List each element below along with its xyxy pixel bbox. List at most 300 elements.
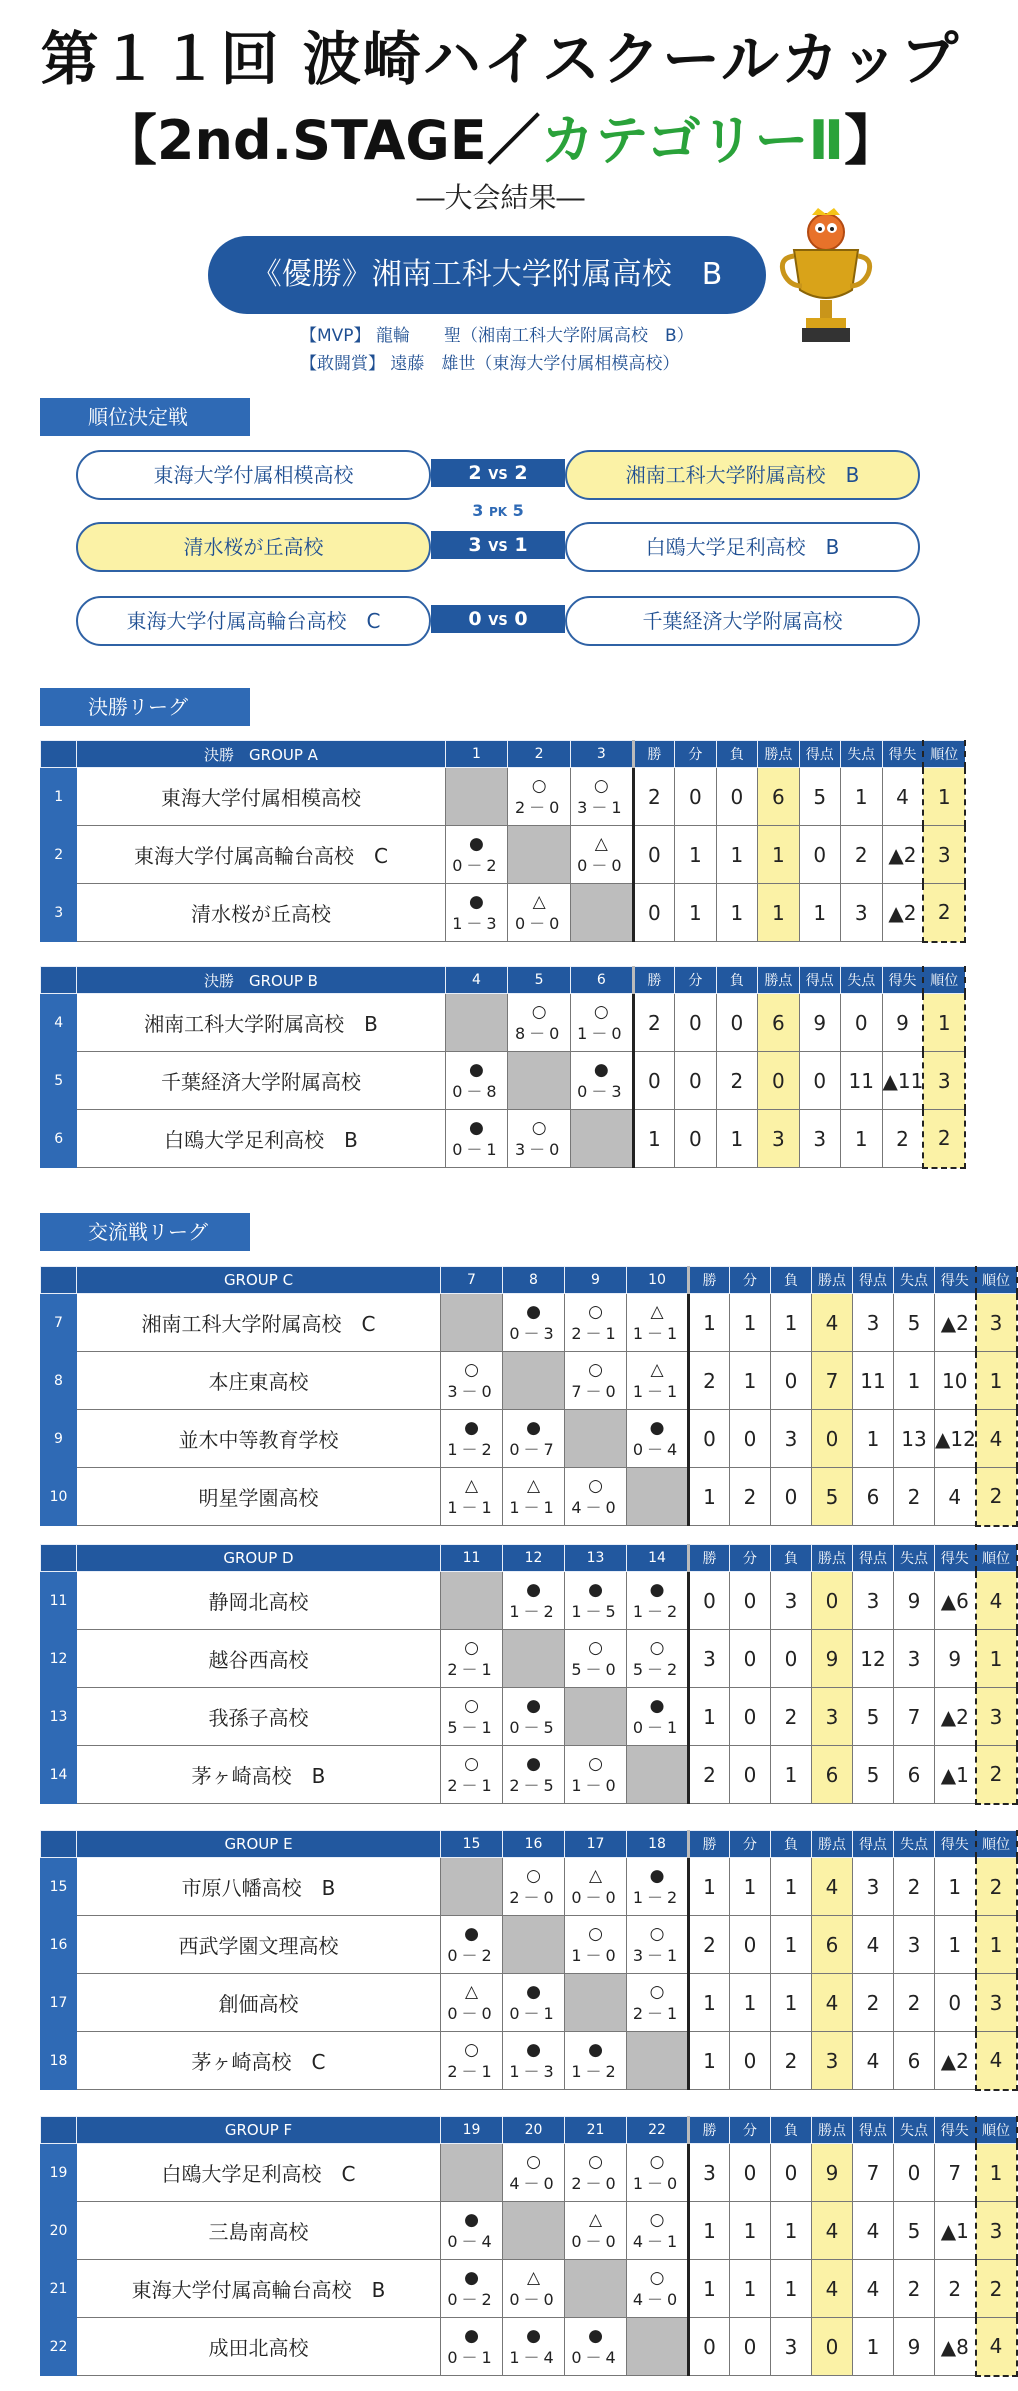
opponent-header: 2 bbox=[508, 741, 571, 768]
match-result-cell bbox=[565, 1858, 627, 1916]
stat-header-l: 負 bbox=[771, 1545, 812, 1572]
result-score: 0－0 bbox=[571, 1887, 620, 1907]
match-result-cell bbox=[508, 884, 571, 942]
match-result-cell bbox=[445, 1110, 508, 1168]
stat-rank: 4 bbox=[976, 1410, 1017, 1468]
result-mark: △ bbox=[588, 1865, 603, 1886]
result-score: 4－0 bbox=[509, 2173, 558, 2193]
result-mark: △ bbox=[532, 891, 546, 912]
opponent-header: 22 bbox=[627, 2117, 689, 2144]
result-mark: ○ bbox=[588, 1923, 603, 1944]
self-match-cell bbox=[441, 1572, 503, 1630]
team-number: 20 bbox=[41, 2202, 77, 2260]
stat-pts: 6 bbox=[758, 994, 799, 1052]
stat-gf: 3 bbox=[853, 1858, 894, 1916]
self-match-cell bbox=[570, 1110, 633, 1168]
match-right-team: 千葉経済大学附属高校 bbox=[565, 596, 920, 646]
self-match-cell bbox=[441, 1294, 503, 1352]
stat-gf: 0 bbox=[799, 826, 840, 884]
team-name: 茅ヶ崎高校 B bbox=[77, 1746, 441, 1804]
opponent-header: 21 bbox=[565, 2117, 627, 2144]
group-no-header bbox=[41, 2117, 77, 2144]
group-name: GROUP F bbox=[77, 2117, 441, 2144]
team-number: 10 bbox=[41, 1468, 77, 1526]
team-number: 5 bbox=[41, 1052, 77, 1110]
stat-ga: 2 bbox=[894, 1468, 935, 1526]
tournament-title: 第１１回 波崎ハイスクールカップ bbox=[40, 25, 961, 93]
result-score: 1－2 bbox=[447, 1439, 496, 1459]
match-result-cell bbox=[627, 2144, 689, 2202]
team-name: 西武学園文理高校 bbox=[77, 1916, 441, 1974]
score-right: 1 bbox=[514, 534, 528, 556]
stat-gf: 4 bbox=[853, 2202, 894, 2260]
league-table bbox=[40, 1544, 1018, 1805]
table-row bbox=[41, 994, 966, 1052]
stat-gd: ▲11 bbox=[882, 1052, 923, 1110]
stat-pts: 0 bbox=[758, 1052, 799, 1110]
table-row bbox=[41, 2032, 1017, 2090]
stat-header-d: 分 bbox=[730, 2117, 771, 2144]
stat-header-pts: 勝点 bbox=[758, 967, 799, 994]
stat-header-w: 勝 bbox=[689, 1831, 730, 1858]
match-result-cell bbox=[441, 1630, 503, 1688]
stat-w: 3 bbox=[689, 2144, 730, 2202]
match-result-cell bbox=[627, 1410, 689, 1468]
placement-match bbox=[76, 522, 920, 572]
result-mark: △ bbox=[526, 2267, 541, 2288]
stat-gd: 4 bbox=[882, 768, 923, 826]
match-result-cell bbox=[565, 1572, 627, 1630]
result-score: 1－1 bbox=[447, 1497, 496, 1517]
stat-d: 1 bbox=[675, 826, 716, 884]
match-result-cell bbox=[508, 994, 571, 1052]
result-score: 3－0 bbox=[447, 1381, 496, 1401]
stat-header-ga: 失点 bbox=[894, 2117, 935, 2144]
match-result-cell bbox=[503, 1974, 565, 2032]
result-label: ―大会結果― bbox=[416, 181, 585, 214]
stat-l: 0 bbox=[771, 1630, 812, 1688]
team-number: 14 bbox=[41, 1746, 77, 1804]
table-row bbox=[41, 1688, 1017, 1746]
result-score: 0－1 bbox=[447, 2347, 496, 2367]
result-mark: ● bbox=[649, 1579, 665, 1600]
team-name: 清水桜が丘高校 bbox=[77, 884, 445, 942]
match-result-cell bbox=[441, 2260, 503, 2318]
result-mark: ○ bbox=[649, 2209, 665, 2230]
stat-w: 1 bbox=[689, 1688, 730, 1746]
final-league-section-label: 決勝リーグ bbox=[40, 688, 250, 726]
match-result-cell bbox=[503, 1858, 565, 1916]
stat-w: 1 bbox=[689, 2032, 730, 2090]
result-mark: ● bbox=[464, 2325, 479, 2346]
group-name: 決勝 GROUP B bbox=[77, 967, 445, 994]
result-mark: ○ bbox=[593, 775, 609, 796]
self-match-cell bbox=[441, 1858, 503, 1916]
result-score: 4－0 bbox=[571, 1497, 620, 1517]
stat-header-rank: 順位 bbox=[923, 967, 965, 994]
group-no-header bbox=[41, 1545, 77, 1572]
result-score: 0－3 bbox=[509, 1323, 558, 1343]
result-score: 0－0 bbox=[577, 855, 626, 875]
table-row bbox=[41, 2202, 1017, 2260]
stat-header-pts: 勝点 bbox=[812, 2117, 853, 2144]
stat-rank: 2 bbox=[923, 884, 965, 942]
self-match-cell bbox=[445, 768, 508, 826]
result-mark: ○ bbox=[588, 2151, 603, 2172]
stat-l: 0 bbox=[771, 1468, 812, 1526]
stat-header-ga: 失点 bbox=[894, 1831, 935, 1858]
stat-ga: 6 bbox=[894, 1746, 935, 1804]
stat-w: 1 bbox=[689, 2260, 730, 2318]
stat-gd: ▲1 bbox=[935, 2202, 976, 2260]
opponent-header: 11 bbox=[441, 1545, 503, 1572]
match-result-cell bbox=[441, 2202, 503, 2260]
stat-header-l: 負 bbox=[771, 2117, 812, 2144]
stat-pts: 6 bbox=[812, 1746, 853, 1804]
stat-gd: ▲1 bbox=[935, 1746, 976, 1804]
match-result-cell bbox=[565, 2318, 627, 2376]
match-result-cell bbox=[627, 1572, 689, 1630]
league-table bbox=[40, 2116, 1018, 2377]
score-right: 0 bbox=[514, 608, 528, 630]
stat-header-rank: 順位 bbox=[976, 1545, 1017, 1572]
subtitle-stage: 【2nd.STAGE／ bbox=[102, 109, 541, 172]
stat-d: 0 bbox=[730, 1630, 771, 1688]
stat-pts: 3 bbox=[812, 2032, 853, 2090]
group-name: GROUP C bbox=[77, 1267, 441, 1294]
stat-gf: 11 bbox=[853, 1352, 894, 1410]
match-result-cell bbox=[503, 1294, 565, 1352]
opponent-header: 4 bbox=[445, 967, 508, 994]
stat-w: 2 bbox=[633, 994, 674, 1052]
stat-header-gf: 得点 bbox=[799, 967, 840, 994]
stat-w: 1 bbox=[689, 1294, 730, 1352]
match-result-cell bbox=[441, 1688, 503, 1746]
stat-header-d: 分 bbox=[730, 1545, 771, 1572]
stat-header-d: 分 bbox=[730, 1267, 771, 1294]
result-score: 1－4 bbox=[509, 2347, 558, 2367]
stat-header-l: 負 bbox=[716, 967, 757, 994]
placement-section-label: 順位決定戦 bbox=[40, 398, 250, 436]
opponent-header: 20 bbox=[503, 2117, 565, 2144]
match-result-cell bbox=[445, 884, 508, 942]
match-result-cell bbox=[565, 1468, 627, 1526]
stat-l: 0 bbox=[716, 768, 757, 826]
stat-gd: ▲2 bbox=[935, 1688, 976, 1746]
stat-header-gd: 得失 bbox=[882, 741, 923, 768]
stat-header-pts: 勝点 bbox=[812, 1831, 853, 1858]
match-result-cell bbox=[627, 1858, 689, 1916]
stat-ga: 5 bbox=[894, 1294, 935, 1352]
match-score bbox=[431, 459, 565, 487]
team-name: 東海大学付属相模高校 bbox=[77, 768, 445, 826]
vs-label: VS bbox=[488, 614, 508, 629]
league-table bbox=[40, 740, 966, 943]
stat-rank: 2 bbox=[923, 1110, 965, 1168]
stat-gd: 1 bbox=[935, 1858, 976, 1916]
stat-header-l: 負 bbox=[716, 741, 757, 768]
stat-gf: 5 bbox=[799, 768, 840, 826]
stat-pts: 5 bbox=[812, 1468, 853, 1526]
result-mark: ○ bbox=[531, 1117, 547, 1138]
match-score bbox=[431, 605, 565, 633]
match-result-cell bbox=[565, 1630, 627, 1688]
team-name: 三島南高校 bbox=[77, 2202, 441, 2260]
score-left: 2 bbox=[468, 462, 482, 484]
result-score: 0－1 bbox=[509, 2003, 558, 2023]
result-mark: ○ bbox=[531, 1001, 547, 1022]
match-result-cell bbox=[441, 1746, 503, 1804]
fighting-spirit-award: 【敢闘賞】 遠藤 雄世（東海大学付属相模高校） bbox=[300, 354, 680, 374]
stat-gf: 3 bbox=[853, 1294, 894, 1352]
match-result-cell bbox=[441, 1916, 503, 1974]
stat-gd: 10 bbox=[935, 1352, 976, 1410]
stat-l: 1 bbox=[771, 1746, 812, 1804]
match-result-cell bbox=[503, 1572, 565, 1630]
stat-header-gf: 得点 bbox=[799, 741, 840, 768]
score-left: 3 bbox=[468, 534, 482, 556]
table-row bbox=[41, 1110, 966, 1168]
stat-header-pts: 勝点 bbox=[812, 1267, 853, 1294]
match-result-cell bbox=[503, 2260, 565, 2318]
result-score: 0－4 bbox=[632, 1439, 682, 1459]
opponent-header: 15 bbox=[441, 1831, 503, 1858]
result-score: 0－1 bbox=[632, 1717, 682, 1737]
stat-gd: ▲6 bbox=[935, 1572, 976, 1630]
result-mark: △ bbox=[650, 1359, 664, 1380]
stat-d: 2 bbox=[730, 1468, 771, 1526]
match-result-cell bbox=[627, 1916, 689, 1974]
stat-rank: 3 bbox=[923, 826, 965, 884]
opponent-header: 18 bbox=[627, 1831, 689, 1858]
result-score: 2－1 bbox=[632, 2003, 682, 2023]
self-match-cell bbox=[503, 1916, 565, 1974]
stat-gd: 2 bbox=[882, 1110, 923, 1168]
stat-gd: ▲2 bbox=[935, 1294, 976, 1352]
stat-d: 0 bbox=[730, 2032, 771, 2090]
stat-header-gf: 得点 bbox=[853, 1545, 894, 1572]
result-mark: ● bbox=[526, 2325, 541, 2346]
table-row bbox=[41, 2318, 1017, 2376]
table-row bbox=[41, 2144, 1017, 2202]
stat-l: 0 bbox=[771, 2144, 812, 2202]
result-score: 2－1 bbox=[447, 2061, 496, 2081]
stat-l: 1 bbox=[771, 1294, 812, 1352]
stat-rank: 1 bbox=[923, 994, 965, 1052]
match-result-cell bbox=[508, 1110, 571, 1168]
stat-ga: 3 bbox=[894, 1916, 935, 1974]
stat-ga: 2 bbox=[894, 2260, 935, 2318]
match-result-cell bbox=[627, 1294, 689, 1352]
result-mark: ● bbox=[464, 1417, 479, 1438]
result-score: 0－2 bbox=[447, 1945, 496, 1965]
team-name: 本庄東高校 bbox=[77, 1352, 441, 1410]
stat-rank: 4 bbox=[976, 2032, 1017, 2090]
self-match-cell bbox=[508, 826, 571, 884]
stat-gf: 5 bbox=[853, 1746, 894, 1804]
opponent-header: 1 bbox=[445, 741, 508, 768]
team-number: 6 bbox=[41, 1110, 77, 1168]
stat-gd: ▲2 bbox=[935, 2032, 976, 2090]
stat-rank: 3 bbox=[923, 1052, 965, 1110]
stat-d: 1 bbox=[730, 1974, 771, 2032]
result-mark: ○ bbox=[649, 2267, 665, 2288]
team-name: 明星学園高校 bbox=[77, 1468, 441, 1526]
result-mark: ○ bbox=[588, 1637, 603, 1658]
stat-l: 0 bbox=[771, 1352, 812, 1410]
stat-gf: 12 bbox=[853, 1630, 894, 1688]
result-mark: ○ bbox=[464, 2039, 479, 2060]
stat-d: 0 bbox=[730, 1572, 771, 1630]
table-row bbox=[41, 826, 966, 884]
stat-ga: 3 bbox=[894, 1630, 935, 1688]
table-row bbox=[41, 1916, 1017, 1974]
result-score: 5－0 bbox=[571, 1659, 620, 1679]
stat-header-d: 分 bbox=[675, 741, 716, 768]
stat-header-ga: 失点 bbox=[841, 741, 882, 768]
stat-w: 1 bbox=[689, 1468, 730, 1526]
match-result-cell bbox=[570, 826, 633, 884]
group-name: GROUP D bbox=[77, 1545, 441, 1572]
stat-w: 0 bbox=[689, 2318, 730, 2376]
stat-pts: 6 bbox=[758, 768, 799, 826]
stat-gf: 2 bbox=[853, 1974, 894, 2032]
stat-gd: 7 bbox=[935, 2144, 976, 2202]
self-match-cell bbox=[627, 1746, 689, 1804]
opponent-header: 12 bbox=[503, 1545, 565, 1572]
result-mark: ○ bbox=[464, 1637, 479, 1658]
result-mark: △ bbox=[464, 1981, 479, 2002]
result-score: 8－0 bbox=[514, 1023, 564, 1043]
stat-header-gf: 得点 bbox=[853, 2117, 894, 2144]
result-mark: △ bbox=[464, 1475, 479, 1496]
stat-w: 2 bbox=[633, 768, 674, 826]
result-score: 1－0 bbox=[577, 1023, 626, 1043]
stat-rank: 4 bbox=[976, 1572, 1017, 1630]
stat-d: 0 bbox=[730, 2144, 771, 2202]
result-score: 1－2 bbox=[509, 1601, 558, 1621]
stat-l: 1 bbox=[716, 884, 757, 942]
stat-l: 0 bbox=[716, 994, 757, 1052]
team-number: 1 bbox=[41, 768, 77, 826]
stat-header-l: 負 bbox=[771, 1267, 812, 1294]
result-score: 2－0 bbox=[509, 1887, 558, 1907]
self-match-cell bbox=[503, 1630, 565, 1688]
team-name: 我孫子高校 bbox=[77, 1688, 441, 1746]
table-row bbox=[41, 768, 966, 826]
match-result-cell bbox=[565, 1352, 627, 1410]
result-score: 2－0 bbox=[514, 797, 564, 817]
stat-pts: 3 bbox=[758, 1110, 799, 1168]
vs-label: VS bbox=[488, 468, 508, 483]
self-match-cell bbox=[565, 1688, 627, 1746]
result-mark: ● bbox=[649, 1865, 665, 1886]
stat-header-rank: 順位 bbox=[923, 741, 965, 768]
match-right-team: 湘南工科大学附属高校 B bbox=[565, 450, 920, 500]
vs-label: VS bbox=[488, 540, 508, 555]
team-number: 3 bbox=[41, 884, 77, 942]
stat-ga: 1 bbox=[841, 768, 882, 826]
table-row bbox=[41, 1052, 966, 1110]
stat-gf: 3 bbox=[799, 1110, 840, 1168]
stat-ga: 2 bbox=[894, 1974, 935, 2032]
result-mark: ● bbox=[526, 1579, 541, 1600]
stat-l: 1 bbox=[771, 2202, 812, 2260]
self-match-cell bbox=[445, 994, 508, 1052]
result-mark: △ bbox=[588, 2209, 603, 2230]
stat-pts: 4 bbox=[812, 1974, 853, 2032]
match-left-team: 東海大学付属相模高校 bbox=[76, 450, 431, 500]
team-number: 15 bbox=[41, 1858, 77, 1916]
stat-ga: 9 bbox=[894, 2318, 935, 2376]
stat-header-pts: 勝点 bbox=[758, 741, 799, 768]
result-mark: ● bbox=[588, 1579, 603, 1600]
result-mark: ○ bbox=[531, 775, 547, 796]
stat-rank: 3 bbox=[976, 1974, 1017, 2032]
result-score: 4－0 bbox=[632, 2289, 682, 2309]
result-mark: ● bbox=[464, 2209, 479, 2230]
result-score: 0－8 bbox=[452, 1081, 501, 1101]
result-score: 1－0 bbox=[571, 1775, 620, 1795]
result-score: 0－5 bbox=[509, 1717, 558, 1737]
match-result-cell bbox=[441, 2318, 503, 2376]
self-match-cell bbox=[565, 1410, 627, 1468]
stat-pts: 7 bbox=[812, 1352, 853, 1410]
result-score: 1－3 bbox=[509, 2061, 558, 2081]
team-number: 12 bbox=[41, 1630, 77, 1688]
result-score: 0－4 bbox=[447, 2231, 496, 2251]
opponent-header: 17 bbox=[565, 1831, 627, 1858]
result-mark: ○ bbox=[649, 1981, 665, 2002]
result-mark: ○ bbox=[588, 1301, 603, 1322]
team-name: 並木中等教育学校 bbox=[77, 1410, 441, 1468]
result-score: 0－2 bbox=[452, 855, 501, 875]
result-mark: ● bbox=[526, 2039, 541, 2060]
team-name: 茅ヶ崎高校 C bbox=[77, 2032, 441, 2090]
stat-d: 1 bbox=[730, 1352, 771, 1410]
match-result-cell bbox=[503, 1688, 565, 1746]
group-no-header bbox=[41, 967, 77, 994]
stat-rank: 1 bbox=[923, 768, 965, 826]
stat-header-gd: 得失 bbox=[882, 967, 923, 994]
stat-pts: 1 bbox=[758, 884, 799, 942]
stat-rank: 3 bbox=[976, 2202, 1017, 2260]
trophy-icon bbox=[776, 206, 876, 346]
stat-ga: 5 bbox=[894, 2202, 935, 2260]
stat-header-gd: 得失 bbox=[935, 1831, 976, 1858]
team-name: 湘南工科大学附属高校 C bbox=[77, 1294, 441, 1352]
team-number: 16 bbox=[41, 1916, 77, 1974]
stat-rank: 4 bbox=[976, 2318, 1017, 2376]
team-number: 21 bbox=[41, 2260, 77, 2318]
result-mark: △ bbox=[526, 1475, 541, 1496]
result-mark: ○ bbox=[649, 1637, 665, 1658]
placement-match bbox=[76, 596, 920, 646]
stat-gd: 9 bbox=[882, 994, 923, 1052]
self-match-cell bbox=[441, 2144, 503, 2202]
self-match-cell bbox=[508, 1052, 571, 1110]
result-score: 1－0 bbox=[571, 1945, 620, 1965]
stat-gd: ▲8 bbox=[935, 2318, 976, 2376]
stat-pts: 0 bbox=[812, 2318, 853, 2376]
stat-rank: 2 bbox=[976, 1468, 1017, 1526]
stat-gd: 2 bbox=[935, 2260, 976, 2318]
result-score: 0－1 bbox=[452, 1139, 501, 1159]
match-result-cell bbox=[627, 1974, 689, 2032]
stat-d: 0 bbox=[730, 1688, 771, 1746]
result-score: 0－4 bbox=[571, 2347, 620, 2367]
match-result-cell bbox=[570, 1052, 633, 1110]
